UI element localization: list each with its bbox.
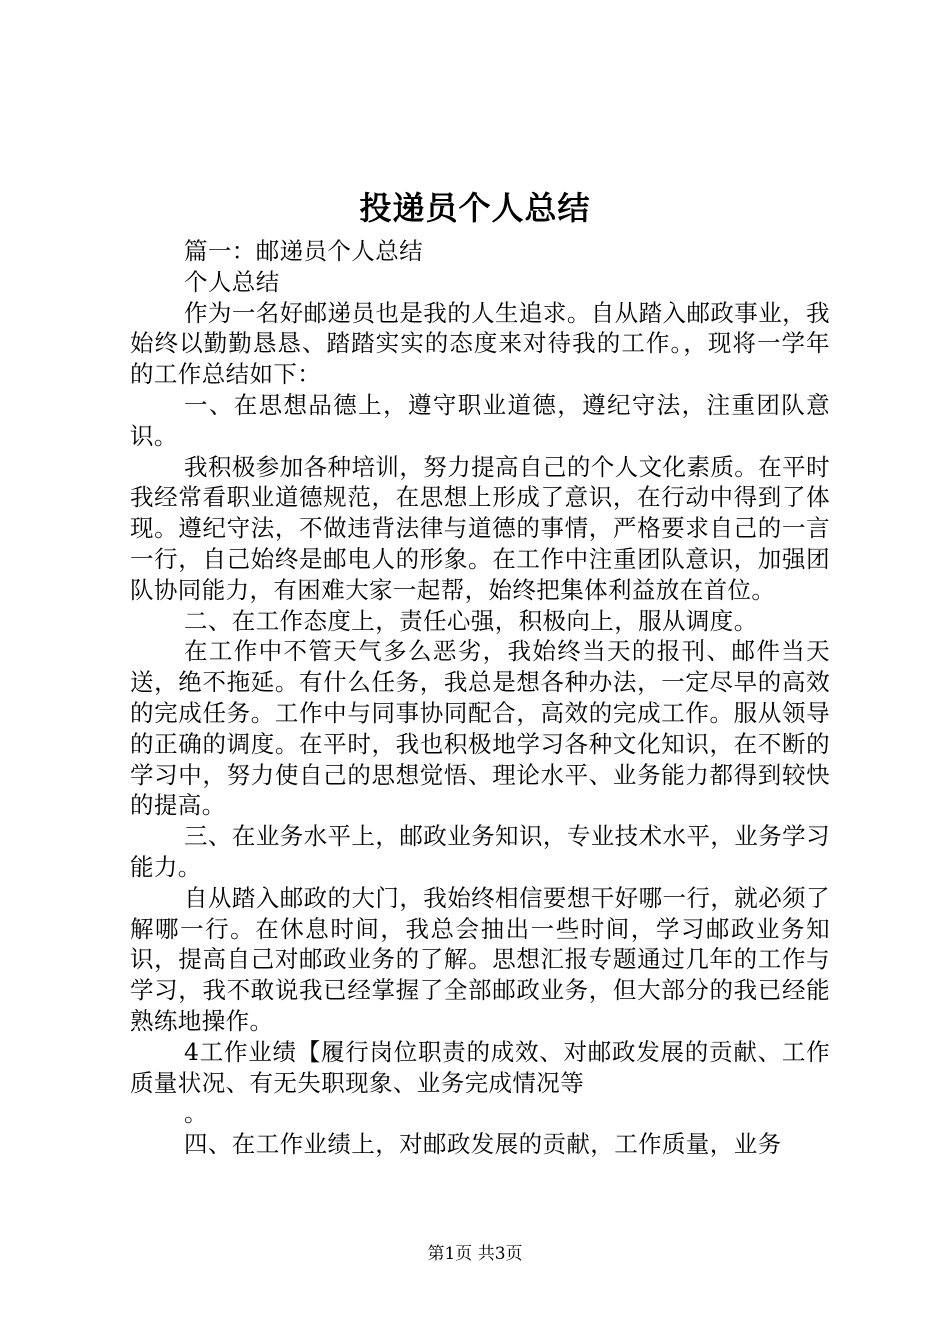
paragraph: 一、在思想品德上，遵守职业道德，遵纪守法，注重团队意识。 [130, 390, 830, 450]
page-number-footer: 第1页 共3页 [427, 1244, 523, 1264]
paragraph: 在工作中不管天气多么恶劣，我始终当天的报刊、邮件当天送，绝不拖延。有什么任务，我总是想各种办法，一定尽早的高效的完成任务。工作中与同事协同配合，高效的完成工作。服从领导的正确的调度。在平时，我也积极地学习各种文化知识，在不断的学习中，努力使自己的思想觉悟、理论水平、业务能力都得到较快的提高。 [130, 637, 830, 820]
paragraph: 4工作业绩【履行岗位职责的成效、对邮政发展的贡献、工作质量状况、有无失职现象、业务完成情况等 [130, 1037, 830, 1097]
paragraph: 个人总结 [184, 267, 280, 296]
paragraph: 二、在工作态度上，责任心强，积极向上，服从调度。 [184, 606, 758, 635]
document-body [130, 236, 830, 1160]
paragraph: 四、在工作业绩上，对邮政发展的贡献，工作质量，业务 [184, 1130, 782, 1159]
document-title: 投递员个人总结 [359, 189, 591, 227]
paragraph: 三、在业务水平上，邮政业务知识，专业技术水平，业务学习能力。 [130, 822, 830, 881]
paragraph: 作为一名好邮递员也是我的人生追求。自从踏入邮政事业，我始终以勤勤恳恳、踏踏实实的态度来对待我的工作。，现将一学年的工作总结如下： [130, 298, 830, 389]
paragraph: 我积极参加各种培训，努力提高自己的个人文化素质。在平时我经常看职业道德规范，在思想上形成了意识，在行动中得到了体现。遵纪守法，不做违背法律与道德的事情，严格要求自己的一言一行，自己始终是邮电人的形象。在工作中注重团队意识，加强团队协同能力，有困难大家一起帮，始终把集体利益放在首位。 [130, 452, 830, 604]
paragraph: 自从踏入邮政的大门，我始终相信要想干好哪一行，就必须了解哪一行。在休息时间，我总会抽出一些时间，学习邮政业务知识，提高自己对邮政业务的了解。思想汇报专题通过几年的工作与学习，我不敢说我已经掌握了全部邮政业务，但大部分的我已经能熟练地操作。 [130, 883, 830, 1035]
paragraph: 。 [184, 1099, 208, 1128]
paragraph: 篇一：邮递员个人总结 [184, 237, 423, 265]
